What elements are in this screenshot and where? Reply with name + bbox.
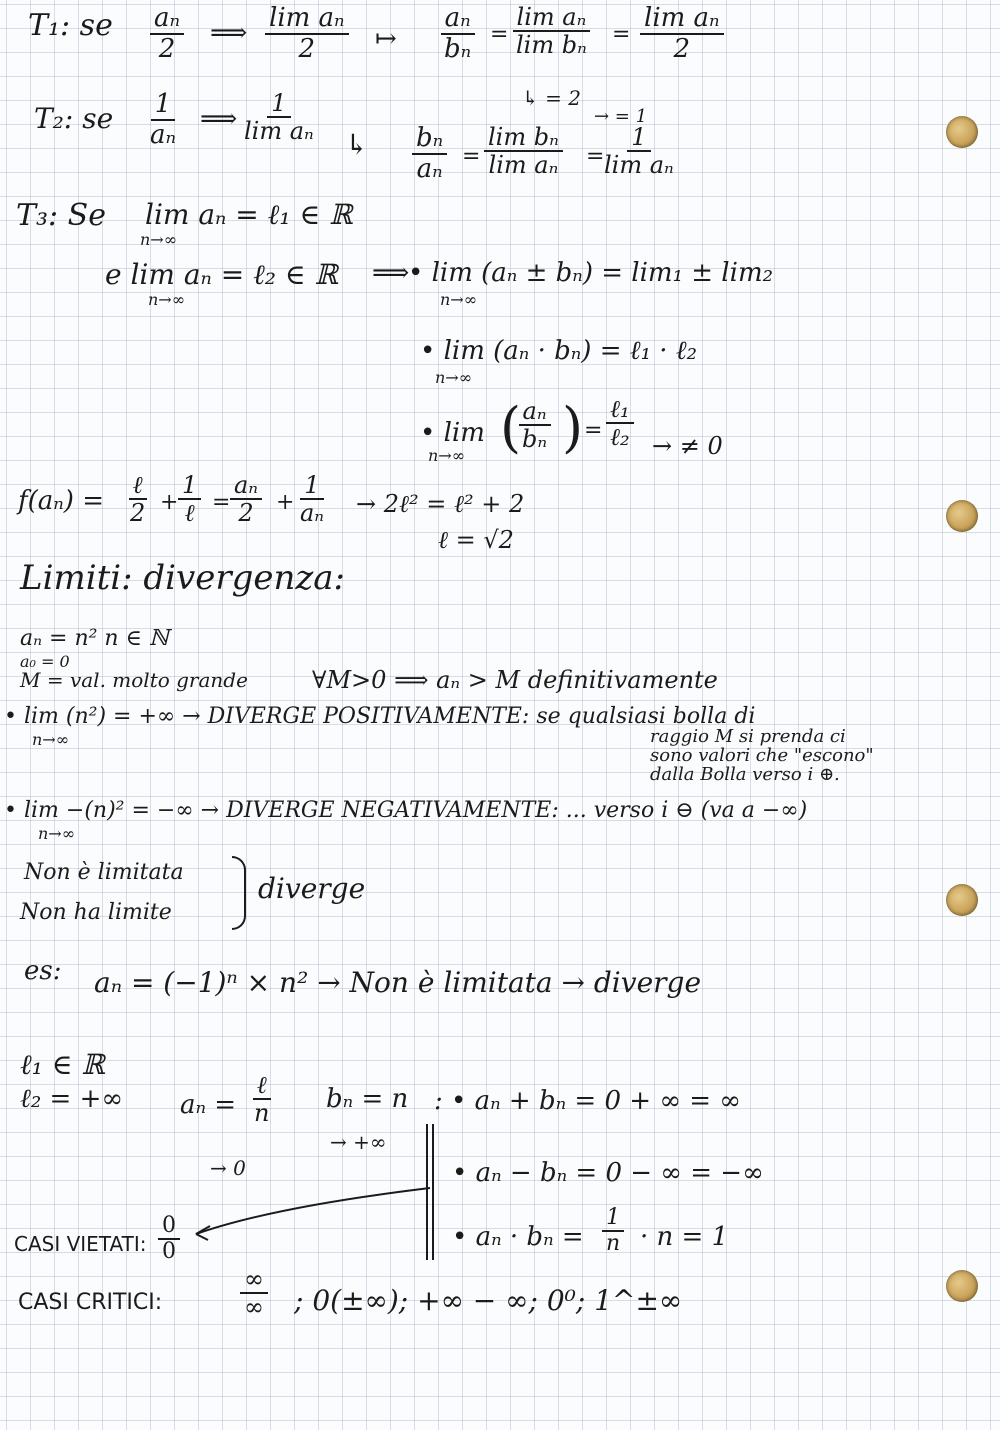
cases-c3-frac <box>602 1206 624 1256</box>
t3-r3-frac2-num: ℓ₁ <box>606 396 634 424</box>
t1-frac-3 <box>440 4 475 63</box>
cases-c3: • aₙ · bₙ = <box>452 1222 584 1252</box>
t3-r3-eq: = <box>584 418 603 443</box>
t3-line2: e lim aₙ = ℓ₂ ∈ ℝ <box>105 258 338 291</box>
cases-vietati: CASI VIETATI: <box>14 1232 147 1256</box>
t1-frac-2-num: lim aₙ <box>265 4 349 35</box>
limiti-heading: Limiti: divergenza: <box>20 558 346 598</box>
t1-frac-3-den: bₙ <box>444 33 472 64</box>
div-neg: • lim −(n)² = −∞ → DIVERGE NEGATIVAMENTE: ... verso i ⊖ (va a −∞) <box>4 798 808 823</box>
t3-r3-frac-num: aₙ <box>519 398 551 426</box>
t3-sub2: n→∞ <box>148 290 186 309</box>
t2-eq-1: = <box>462 144 481 169</box>
t1-frac-1-num: aₙ <box>150 4 184 35</box>
t2-hook: ↳ <box>345 128 369 161</box>
t1-frac-4-den: lim bₙ <box>516 31 587 60</box>
t3-r3-frac <box>518 398 551 453</box>
t3-r2sub: n→∞ <box>435 368 473 387</box>
t2-frac-5-den: lim aₙ <box>604 151 674 180</box>
cases-l1: ℓ₁ ∈ ℝ <box>20 1048 105 1081</box>
t1-note: ↳ = 2 <box>522 86 581 110</box>
t2-frac-5 <box>600 124 678 179</box>
div-es: aₙ = (−1)ⁿ × n² → Non è limitata → diverge <box>94 966 702 999</box>
cases-c3-frac-den: n <box>606 1231 621 1257</box>
cases-an-frac <box>250 1072 273 1127</box>
t3-r3a: • lim <box>420 418 485 448</box>
t1-eq-2: = <box>612 22 631 47</box>
binder-hole <box>946 1270 978 1302</box>
fan-frac-1-num: ℓ <box>129 472 147 500</box>
div-l1: aₙ = n² n ∈ ℕ <box>20 626 169 651</box>
fan-frac-4-num: 1 <box>300 472 323 500</box>
t2-frac-4-num: lim bₙ <box>484 124 563 152</box>
fan-eq: = <box>212 490 231 515</box>
cases-divider <box>426 1124 434 1260</box>
cases-an-frac-num: ℓ <box>253 1072 271 1100</box>
t1-frac-5 <box>640 4 724 63</box>
t2-frac-4-den: lim aₙ <box>488 151 559 180</box>
fan-plus-2: + <box>276 490 295 515</box>
cases-vietati-frac-den: 0 <box>162 1239 176 1265</box>
fan-frac-3-num: aₙ <box>230 472 262 500</box>
binder-hole <box>946 500 978 532</box>
fan-right2: ℓ = √2 <box>438 526 514 554</box>
cases-c3-frac-num: 1 <box>602 1206 624 1232</box>
t2-frac-3 <box>412 124 447 183</box>
fan-right1: → 2ℓ² = ℓ² + 2 <box>356 490 525 518</box>
t3-r3-note: → ≠ 0 <box>652 432 723 460</box>
fan-frac-1 <box>126 472 149 527</box>
cases-critici-frac-den: ∞ <box>244 1293 264 1322</box>
t2-frac-2-num: 1 <box>267 90 290 118</box>
t1-arrow2: ↦ <box>375 24 397 54</box>
t3-r3-frac2 <box>606 396 634 451</box>
div-pos3: sono valori che "escono" <box>650 745 874 766</box>
cases-c1: : • aₙ + bₙ = 0 + ∞ = ∞ <box>434 1086 741 1116</box>
t2-frac-3-den: aₙ <box>416 153 443 184</box>
t2-note: → = 1 <box>594 106 648 127</box>
fan-frac-2-num: 1 <box>178 472 201 500</box>
t1-frac-1 <box>150 4 184 63</box>
fan-frac-2-den: ℓ <box>184 499 195 528</box>
t3-impl: ⟹ <box>372 258 410 288</box>
cases-an-lim: → 0 <box>210 1156 246 1180</box>
t3-r3-paren-close: ) <box>562 396 584 459</box>
t1-frac-1-den: 2 <box>158 33 176 64</box>
fan-frac-1-den: 2 <box>130 499 146 528</box>
t2-frac-2-den: lim aₙ <box>244 117 314 146</box>
t1-eq-1: = <box>490 22 509 47</box>
t1-frac-5-den: 2 <box>673 33 691 64</box>
div-pos: • lim (n²) = +∞ → DIVERGE POSITIVAMENTE: se qualsiasi bolla di <box>4 704 756 729</box>
cases-an: aₙ = <box>180 1090 237 1120</box>
binder-hole <box>946 884 978 916</box>
t2-frac-1-den: aₙ <box>150 119 177 150</box>
t1-frac-5-num: lim aₙ <box>640 4 724 35</box>
fan-frac-2 <box>178 472 201 527</box>
cases-vietati-frac-num: 0 <box>158 1214 180 1240</box>
fan-frac-3-den: 2 <box>238 499 254 528</box>
div-possub: n→∞ <box>32 730 70 749</box>
cases-critici-frac-num: ∞ <box>240 1266 268 1294</box>
div-l3: M = val. molto grande <box>20 668 248 692</box>
t2-frac-1-num: 1 <box>151 90 176 121</box>
div-es-label: es: <box>24 956 62 986</box>
t2-eq-2: = <box>586 144 605 169</box>
binder-hole <box>946 116 978 148</box>
fan-plus-1: + <box>160 490 179 515</box>
t1-frac-2 <box>265 4 349 63</box>
div-brace <box>232 856 246 930</box>
t1-frac-2-den: 2 <box>298 33 316 64</box>
cases-bn-lim: → +∞ <box>330 1130 387 1154</box>
cases-c2: • aₙ − bₙ = 0 − ∞ = −∞ <box>452 1158 764 1188</box>
t3-line1: lim aₙ = ℓ₁ ∈ ℝ <box>145 198 353 231</box>
t3-label: T₃: Se <box>16 198 106 233</box>
t2-label: T₂: se <box>34 102 114 135</box>
fan-left: f(aₙ) = <box>18 486 104 516</box>
t2-frac-1 <box>146 90 180 149</box>
t3-r3sub: n→∞ <box>428 446 466 465</box>
cases-c3-end: · n = 1 <box>640 1222 729 1252</box>
t3-r1sub: n→∞ <box>440 290 478 309</box>
fan-frac-3 <box>230 472 262 527</box>
t3-r3-frac2-den: ℓ₂ <box>610 423 630 452</box>
fan-frac-4 <box>296 472 328 527</box>
t3-r3-frac-den: bₙ <box>522 425 548 454</box>
t3-r1: • lim (aₙ ± bₙ) = lim₁ ± lim₂ <box>408 258 774 288</box>
div-pos4: dalla Bolla verso i ⊕. <box>650 764 840 785</box>
t1-label: T₁: se <box>28 8 113 43</box>
cases-bn: bₙ = n <box>326 1084 409 1114</box>
t2-frac-2 <box>240 90 318 145</box>
fan-frac-4-den: aₙ <box>300 499 325 528</box>
div-pos2: raggio M si prenda ci <box>650 726 846 747</box>
t1-frac-4 <box>512 4 591 59</box>
cases-vietati-frac <box>158 1214 180 1264</box>
t3-r3-paren-open: ( <box>500 396 522 459</box>
cases-critici: CASI CRITICI: <box>18 1290 163 1315</box>
div-b1: Non è limitata <box>24 860 184 885</box>
div-l3b: ∀M>0 ⟹ aₙ > M definitivamente <box>312 666 718 694</box>
t2-frac-3-num: bₙ <box>412 124 447 155</box>
div-bres: diverge <box>258 872 366 905</box>
cases-l2: ℓ₂ = +∞ <box>20 1084 124 1114</box>
t1-arrow: ⟹ <box>210 18 248 48</box>
cases-critici-frac <box>240 1266 268 1321</box>
t2-frac-5-num: 1 <box>627 124 650 152</box>
t1-frac-3-num: aₙ <box>441 4 475 35</box>
cases-critici-rest: ; 0(±∞); +∞ − ∞; 0⁰; 1^±∞ <box>294 1284 683 1317</box>
t3-sub1: n→∞ <box>140 230 178 249</box>
div-negsub: n→∞ <box>38 824 76 843</box>
t3-r2: • lim (aₙ · bₙ) = ℓ₁ · ℓ₂ <box>420 336 698 366</box>
t1-frac-4-num: lim aₙ <box>513 4 591 32</box>
div-b2: Non ha limite <box>20 900 172 925</box>
div-l2: a₀ = 0 <box>20 652 70 671</box>
t2-arrow: ⟹ <box>200 104 238 134</box>
t2-frac-4 <box>484 124 563 179</box>
cases-an-frac-den: n <box>254 1099 270 1128</box>
